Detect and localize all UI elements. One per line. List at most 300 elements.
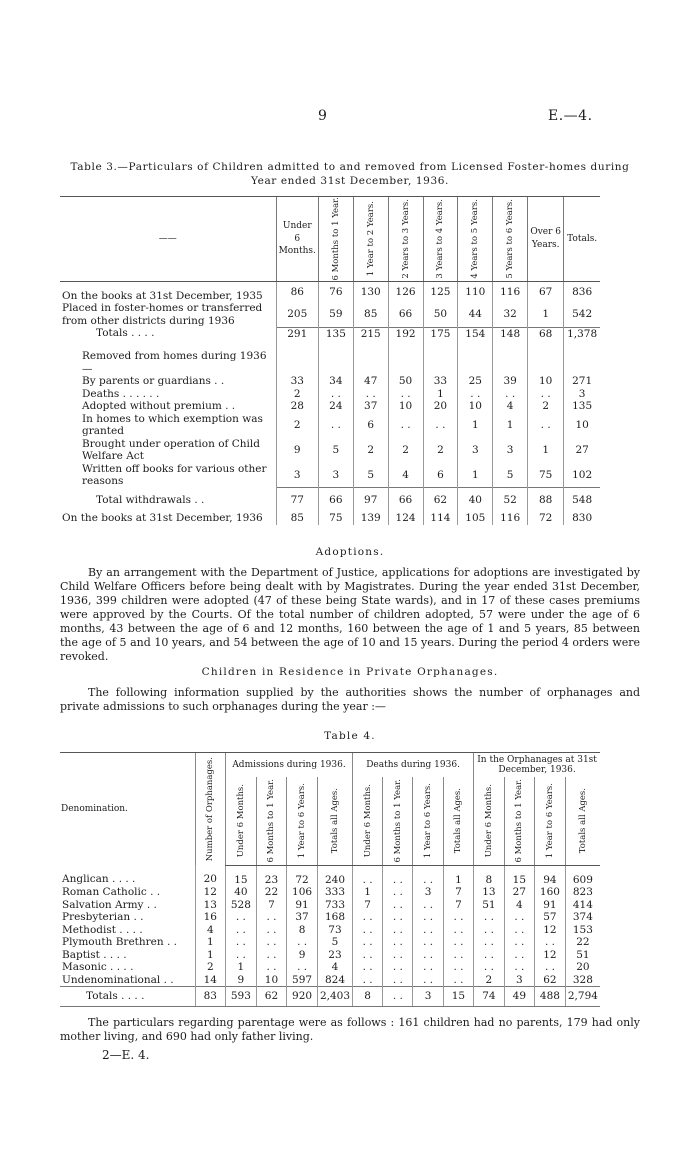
table3-cell: 52 <box>493 488 528 513</box>
table3-row <box>60 327 600 340</box>
table4-cell: . . <box>504 961 534 974</box>
table4-row-label: Presbyterian . . <box>62 911 144 924</box>
table3-cell: 1,378 <box>564 327 600 340</box>
table4-cell: . . <box>413 865 443 886</box>
table3-cell: 135 <box>564 400 600 413</box>
table3-cell: 1 <box>493 413 528 438</box>
table3-cell: 67 <box>528 281 564 302</box>
table4-cell: 593 <box>226 987 257 1007</box>
table4-row-label: Roman Catholic . . <box>62 886 161 899</box>
table4-group-header: In the Orphanages at 31st December, 1936. <box>474 753 600 778</box>
table4-cell: 2 <box>474 974 504 987</box>
table3-cell: 130 <box>353 281 388 302</box>
table3-cell: 116 <box>493 512 528 525</box>
table3-cell: . . <box>493 388 528 401</box>
table4-cell: 62 <box>535 974 566 987</box>
table3-cell: 88 <box>528 488 564 513</box>
table4-row <box>60 961 600 974</box>
table4-cell: . . <box>443 949 473 962</box>
table4-cell: 9 <box>226 974 257 987</box>
table3-row <box>60 375 600 388</box>
table4-cell: 488 <box>535 987 566 1007</box>
table4-cell: 20 <box>565 961 600 974</box>
table3-cell: . . <box>423 413 458 438</box>
table4-cell: . . <box>353 949 383 962</box>
table3-cell: 3 <box>318 463 353 488</box>
table4-cell: 4 <box>504 899 534 912</box>
table4-denomination-header: Denomination. <box>60 753 195 866</box>
table4-sub-header: 1 Year to 6 Years. <box>413 777 443 865</box>
table3-cell: 10 <box>388 400 423 413</box>
table3-cell: 105 <box>458 512 493 525</box>
table4-cell: . . <box>353 865 383 886</box>
table3-cell <box>564 340 600 375</box>
table4-cell: 733 <box>317 899 352 912</box>
table4-cell: . . <box>413 974 443 987</box>
table3-cell: 192 <box>388 327 423 340</box>
table4-cell: . . <box>504 949 534 962</box>
table3-row <box>60 302 600 327</box>
table3-cell: 124 <box>388 512 423 525</box>
table3-cell: 3 <box>493 438 528 463</box>
table4-row <box>60 924 600 937</box>
table3-row <box>60 400 600 413</box>
table3-row <box>60 463 600 488</box>
table4-title: Table 4. <box>324 730 376 742</box>
table3-col-header: 1 Year to 2 Years. <box>353 197 388 282</box>
document-reference: E.—4. <box>548 108 593 124</box>
table4-cell: . . <box>504 924 534 937</box>
table3-cell: 85 <box>276 512 318 525</box>
table3-cell: 37 <box>353 400 388 413</box>
table4-cell: 7 <box>443 886 473 899</box>
table3-cell: . . <box>318 388 353 401</box>
table4-cell: . . <box>353 911 383 924</box>
table4-cell: . . <box>413 949 443 962</box>
table3-cell <box>276 340 318 375</box>
table3-cell: 1 <box>458 463 493 488</box>
table4-cell: . . <box>353 936 383 949</box>
table3-cell: 3 <box>458 438 493 463</box>
table3-cell: 148 <box>493 327 528 340</box>
table4-cell: . . <box>383 936 413 949</box>
table4-cell: 57 <box>535 911 566 924</box>
table4-cell: 1 <box>443 865 473 886</box>
table3-col-header: 5 Years to 6 Years. <box>493 197 528 282</box>
table4-cell: 8 <box>353 987 383 1007</box>
table4-cell: 7 <box>256 899 286 912</box>
table3-col-header: 4 Years to 5 Years. <box>458 197 493 282</box>
table4-cell: 823 <box>565 886 600 899</box>
table4-cell: 37 <box>287 911 318 924</box>
table3-cell: 110 <box>458 281 493 302</box>
table4-cell: 16 <box>195 911 225 924</box>
table4-cell: . . <box>353 974 383 987</box>
table4-cell: . . <box>383 886 413 899</box>
table3-cell: 50 <box>423 302 458 327</box>
table3-cell: 5 <box>318 438 353 463</box>
table4-cell: 168 <box>317 911 352 924</box>
table4-cell: . . <box>504 911 534 924</box>
table3 <box>60 196 600 525</box>
table4-cell: . . <box>474 961 504 974</box>
table4-cell: 1 <box>195 936 225 949</box>
table4-group-header: Admissions during 1936. <box>226 753 353 778</box>
table4-number-header: Number of Orphanages. <box>195 753 225 866</box>
table3-cell: 24 <box>318 400 353 413</box>
table4-cell: . . <box>413 936 443 949</box>
table4-cell: 1 <box>226 961 257 974</box>
table3-cell: 10 <box>528 375 564 388</box>
table3-cell: 59 <box>318 302 353 327</box>
table4-cell: . . <box>474 936 504 949</box>
table3-cell: 3 <box>276 463 318 488</box>
table3-cell: 3 <box>564 388 600 401</box>
adoptions-heading: Adoptions. <box>315 546 385 558</box>
table4-sub-header: Totals all Ages. <box>443 777 473 865</box>
table3-cell: . . <box>388 413 423 438</box>
table3-cell: . . <box>388 388 423 401</box>
table4-cell: . . <box>474 911 504 924</box>
table3-row <box>60 512 600 525</box>
table3-cell: 205 <box>276 302 318 327</box>
table3-row-label: On the books at 31st December, 1936 <box>62 512 263 525</box>
table3-cell: 1 <box>528 438 564 463</box>
table4-row-label: Methodist . . . . <box>62 923 143 936</box>
table4-cell: . . <box>383 961 413 974</box>
table3-cell <box>458 340 493 375</box>
table4-cell: . . <box>256 936 286 949</box>
table3-cell <box>353 340 388 375</box>
table3-blank-header: —— <box>60 197 276 282</box>
table4-cell: 72 <box>287 865 318 886</box>
table4-cell: . . <box>256 924 286 937</box>
table4-cell: 106 <box>287 886 318 899</box>
table4-cell: . . <box>383 949 413 962</box>
table4-sub-header: 1 Year to 6 Years. <box>535 777 566 865</box>
table3-cell: 548 <box>564 488 600 513</box>
table4-row-label: Masonic . . . . <box>62 961 134 974</box>
table4-cell: . . <box>413 899 443 912</box>
table4-cell: 8 <box>287 924 318 937</box>
table4-row-label: Salvation Army . . <box>62 898 157 911</box>
table4-sub-header: 6 Months to 1 Year. <box>256 777 286 865</box>
table3-cell: . . <box>528 413 564 438</box>
table4-cell: 920 <box>287 987 318 1007</box>
table4-cell: 15 <box>504 865 534 886</box>
table4-cell: 62 <box>256 987 286 1007</box>
table3-row <box>60 438 600 463</box>
table3-col-header: 3 Years to 4 Years. <box>423 197 458 282</box>
table4-cell: 74 <box>474 987 504 1007</box>
table3-cell: 154 <box>458 327 493 340</box>
table4-cell: . . <box>256 911 286 924</box>
table4-cell: . . <box>226 924 257 937</box>
table3-row-label: Brought under operation of Child Welfare Act <box>82 437 260 463</box>
table3-cell: 10 <box>458 400 493 413</box>
table4-cell: 597 <box>287 974 318 987</box>
table3-cell: 33 <box>276 375 318 388</box>
table3-col-header: Totals. <box>564 197 600 282</box>
table3-cell: 39 <box>493 375 528 388</box>
table4-cell: 83 <box>195 987 225 1007</box>
table4-cell: 1 <box>195 949 225 962</box>
table4-cell: . . <box>226 949 257 962</box>
table3-cell: . . <box>318 413 353 438</box>
table4-sub-header: 6 Months to 1 Year. <box>383 777 413 865</box>
table3-cell: 75 <box>318 512 353 525</box>
table4-cell: . . <box>287 961 318 974</box>
table4-cell: 7 <box>443 899 473 912</box>
table3-row-label: Written off books for various other reasons <box>82 462 267 488</box>
table3-cell: 25 <box>458 375 493 388</box>
table3-cell: 215 <box>353 327 388 340</box>
table4-row <box>60 899 600 912</box>
table4-cell: 160 <box>535 886 566 899</box>
table4-cell: . . <box>353 924 383 937</box>
footer-reference: 2—E. 4. <box>102 1048 150 1062</box>
table3-cell: . . <box>458 388 493 401</box>
table3-cell: 20 <box>423 400 458 413</box>
table4-row-label: Undenominational . . <box>62 973 174 986</box>
table4-cell: 51 <box>565 949 600 962</box>
table3-row-label: Placed in foster-homes or transferred from other districts during 1936 <box>62 302 263 327</box>
table3-cell <box>388 340 423 375</box>
table3-cell: 68 <box>528 327 564 340</box>
table3-cell: 2 <box>276 413 318 438</box>
table4-cell: . . <box>474 924 504 937</box>
table3-cell: 85 <box>353 302 388 327</box>
table3-cell: 116 <box>493 281 528 302</box>
table3-col-header: Over 6 Years. <box>528 197 564 282</box>
table3-cell: 40 <box>458 488 493 513</box>
table3-cell: . . <box>353 388 388 401</box>
table4-cell: 2,403 <box>317 987 352 1007</box>
table3-cell: 291 <box>276 327 318 340</box>
table3-cell: 34 <box>318 375 353 388</box>
table4-cell: 12 <box>535 949 566 962</box>
table4-row <box>60 886 600 899</box>
table4-cell: 2,794 <box>565 987 600 1007</box>
table4-cell: 528 <box>226 899 257 912</box>
table3-row-label: Totals . . . . <box>96 327 155 340</box>
table4-cell: 94 <box>535 865 566 886</box>
table4-cell: 4 <box>317 961 352 974</box>
parentage-paragraph: The particulars regarding parentage were as follows : 161 children had no parents, 179 had only mother living, and 690 had only father living. <box>60 1016 640 1043</box>
page-number: 9 <box>318 108 327 124</box>
table4-row <box>60 865 600 886</box>
table3-cell: 76 <box>318 281 353 302</box>
table4-sub-header: Under 6 Months. <box>226 777 257 865</box>
table4-cell: 12 <box>535 924 566 937</box>
table4-cell: 22 <box>256 886 286 899</box>
table3-cell: 2 <box>423 438 458 463</box>
table4-cell: 23 <box>256 865 286 886</box>
table3-cell: 5 <box>353 463 388 488</box>
table4-cell: 23 <box>317 949 352 962</box>
table4-cell: 51 <box>474 899 504 912</box>
table3-cell: 77 <box>276 488 318 513</box>
table3-cell: 66 <box>388 302 423 327</box>
table4-cell: . . <box>443 936 473 949</box>
orphanages-paragraph: The following information supplied by the authorities shows the number of orphanages and private admissions to such orphanages during the year :— <box>60 686 640 713</box>
table3-cell <box>493 340 528 375</box>
table3-cell: 28 <box>276 400 318 413</box>
table4-cell: 12 <box>195 886 225 899</box>
table4-cell: 333 <box>317 886 352 899</box>
table4-row-label: Baptist . . . . <box>62 948 127 961</box>
table3-cell: 62 <box>423 488 458 513</box>
table4-cell: 4 <box>195 924 225 937</box>
table3-cell: 44 <box>458 302 493 327</box>
table4-cell: 73 <box>317 924 352 937</box>
table4-cell: 10 <box>256 974 286 987</box>
table4-row-label: Totals . . . . <box>60 987 195 1007</box>
table3-cell: 4 <box>388 463 423 488</box>
table3-cell: 5 <box>493 463 528 488</box>
table4-cell: . . <box>413 911 443 924</box>
table3-row-label: By parents or guardians . . <box>82 375 225 388</box>
table4-cell: . . <box>383 899 413 912</box>
table3-cell: 86 <box>276 281 318 302</box>
table4-cell: . . <box>535 936 566 949</box>
table3-cell <box>318 340 353 375</box>
table4-cell: 609 <box>565 865 600 886</box>
table3-row <box>60 388 600 401</box>
table4-cell: 91 <box>535 899 566 912</box>
table4-cell: 15 <box>226 865 257 886</box>
table3-cell: 2 <box>353 438 388 463</box>
table3-col-header: 6 Months to 1 Year. <box>318 197 353 282</box>
table3-col-header: 2 Years to 3 Years. <box>388 197 423 282</box>
table3-cell: 1 <box>423 388 458 401</box>
table3-row-label: Adopted without premium . . <box>82 400 236 413</box>
table4-cell: 15 <box>443 987 473 1007</box>
table4-sub-header: Under 6 Months. <box>474 777 504 865</box>
table3-cell: 1 <box>528 302 564 327</box>
table3-cell: 27 <box>564 438 600 463</box>
table4-row-label: Plymouth Brethren . . <box>62 936 177 949</box>
table4-cell: 1 <box>353 886 383 899</box>
table3-row-label: On the books at 31st December, 1935 <box>62 289 263 302</box>
table4-cell: 824 <box>317 974 352 987</box>
table3-cell: 66 <box>318 488 353 513</box>
table3-cell: 2 <box>528 400 564 413</box>
table3-cell: 72 <box>528 512 564 525</box>
table3-row <box>60 340 600 375</box>
table4-cell: . . <box>535 961 566 974</box>
table4-cell: 13 <box>474 886 504 899</box>
table4-sub-header: 6 Months to 1 Year. <box>504 777 534 865</box>
table4 <box>60 752 600 1007</box>
table4-cell: 3 <box>413 886 443 899</box>
table3-row-label: Removed from homes during 1936— <box>82 350 267 375</box>
table4-cell: . . <box>383 987 413 1007</box>
table4-cell: 240 <box>317 865 352 886</box>
table3-cell: 102 <box>564 463 600 488</box>
table3-cell: 135 <box>318 327 353 340</box>
table4-cell: . . <box>383 911 413 924</box>
table4-cell: . . <box>226 936 257 949</box>
table4-cell: . . <box>504 936 534 949</box>
table3-cell: 271 <box>564 375 600 388</box>
table3-row <box>60 413 600 438</box>
table4-cell: 328 <box>565 974 600 987</box>
table3-cell: 50 <box>388 375 423 388</box>
table4-cell: 13 <box>195 899 225 912</box>
table4-sub-header: Under 6 Months. <box>353 777 383 865</box>
table4-cell: . . <box>413 924 443 937</box>
table4-row-label: Anglican . . . . <box>62 873 136 886</box>
table4-group-header-row <box>60 753 600 778</box>
table3-cell: 33 <box>423 375 458 388</box>
table4-row <box>60 949 600 962</box>
table4-cell: . . <box>383 924 413 937</box>
table3-cell: 139 <box>353 512 388 525</box>
table3-cell: 9 <box>276 438 318 463</box>
table4-cell: 27 <box>504 886 534 899</box>
table3-col-header: Under 6 Months. <box>276 197 318 282</box>
table3-cell: 66 <box>388 488 423 513</box>
table3-row <box>60 488 600 513</box>
table3-cell: 6 <box>353 413 388 438</box>
table4-cell: 8 <box>474 865 504 886</box>
table4-cell: . . <box>256 961 286 974</box>
table4-row <box>60 987 600 1007</box>
table3-cell: 32 <box>493 302 528 327</box>
table4-cell: . . <box>443 974 473 987</box>
table4-cell: . . <box>443 911 473 924</box>
table4-cell: 49 <box>504 987 534 1007</box>
table4-cell: 5 <box>317 936 352 949</box>
table4-cell: 3 <box>504 974 534 987</box>
table3-cell <box>528 340 564 375</box>
table4-row <box>60 936 600 949</box>
table4-cell: . . <box>226 911 257 924</box>
table4-cell: 20 <box>195 865 225 886</box>
table4-cell: . . <box>474 949 504 962</box>
table3-row-label: In homes to which exemption was granted <box>82 412 263 438</box>
table4-cell: . . <box>287 936 318 949</box>
table4-cell: . . <box>353 961 383 974</box>
table3-cell: 47 <box>353 375 388 388</box>
table3-cell: 836 <box>564 281 600 302</box>
table4-sub-header: Totals all Ages. <box>317 777 352 865</box>
table4-cell: 7 <box>353 899 383 912</box>
table4-cell: . . <box>383 865 413 886</box>
table3-cell: 4 <box>493 400 528 413</box>
table4-row <box>60 974 600 987</box>
table3-cell: 2 <box>276 388 318 401</box>
table4-group-header: Deaths during 1936. <box>353 753 474 778</box>
table4-sub-header: Totals all Ages. <box>565 777 600 865</box>
table3-cell: 830 <box>564 512 600 525</box>
orphanages-heading: Children in Residence in Private Orphanages. <box>201 666 499 678</box>
table3-cell: 75 <box>528 463 564 488</box>
table4-cell: 153 <box>565 924 600 937</box>
table3-cell: 97 <box>353 488 388 513</box>
table4-sub-header: 1 Year to 6 Years. <box>287 777 318 865</box>
table4-row <box>60 911 600 924</box>
table4-cell: . . <box>443 924 473 937</box>
table3-cell: 6 <box>423 463 458 488</box>
table3-cell: 2 <box>388 438 423 463</box>
table4-cell: 14 <box>195 974 225 987</box>
table3-row-label: Deaths . . . . . . <box>82 387 160 400</box>
table3-title: Table 3.—Particulars of Children admitted to and removed from Licensed Foster-homes during Year ended 31st December, 1936. <box>70 161 630 187</box>
table3-cell: 125 <box>423 281 458 302</box>
table4-cell: 22 <box>565 936 600 949</box>
